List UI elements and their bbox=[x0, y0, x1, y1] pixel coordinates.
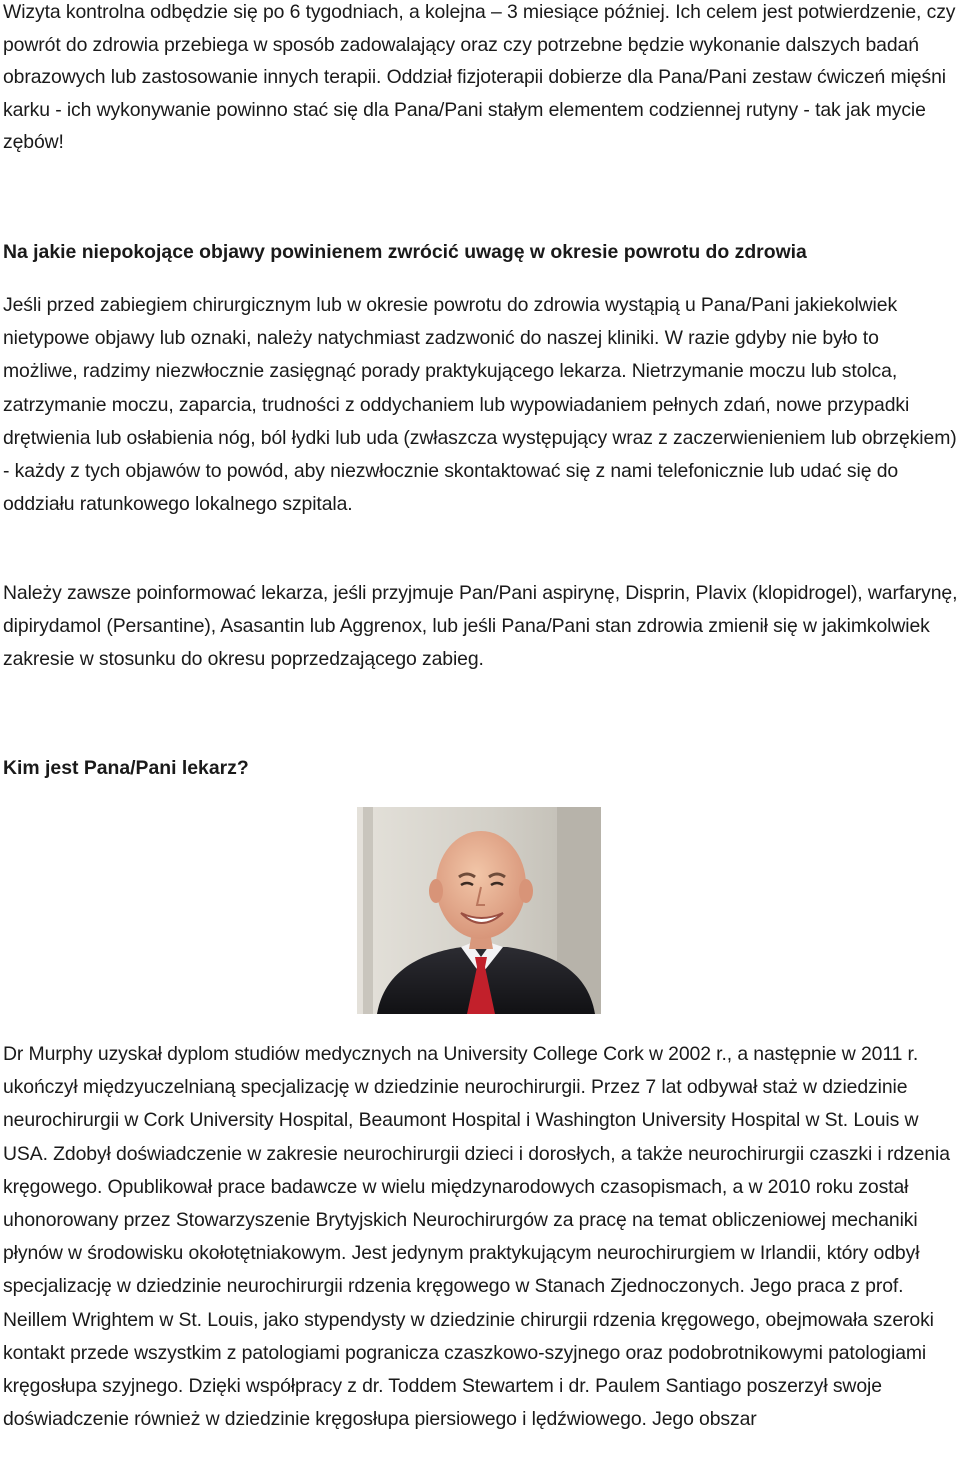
symptoms-paragraph: Jeśli przed zabiegiem chirurgicznym lub w okresie powrotu do zdrowia wystąpią u Pana/Pani jakiekolwiek nietypowe objawy lub oznaki, należy natychmiast zadzwonić do naszej kliniki. W razie gdyby nie było to możliwe, radzimy niezwłocznie zasięgnąć porady praktykującego lekarza. Nietrzymanie moczu lub stolca, zatrzymanie moczu, zaparcia, trudności z oddychaniem lub wypowiadaniem pełnych zdań, nowe przypadki drętwienia lub osłabienia nóg, ból łydki lub uda (zwłaszcza występujący wraz z zaczerwienieniem lub obrzękiem) - każdy z tych objawów to powód, aby niezwłocznie skontaktować się z nami telefonicznie lub udać się do oddziału ratunkowego lokalnego szpitala. bbox=[3, 294, 957, 516]
symptoms-heading: Na jakie niepokojące objawy powinienem zwrócić uwagę w okresie powrotu do zdrowia bbox=[3, 241, 807, 263]
doctor-portrait-photo bbox=[357, 807, 601, 1014]
doctor-bio-paragraph: Dr Murphy uzyskał dyplom studiów medycznych na University College Cork w 2002 r., a następnie w 2011 r. ukończył międzyuczelnianą specjalizację w dziedzinie neurochirurgii. Przez 7 lat odbywał staż w dziedzinie neurochirurgii w Cork University Hospital, Beaumont Hospital i Washington University Hospital w St. Louis w USA. Zdobył doświadczenie w zakresie neurochirurgii dzieci i dorosłych, a także neurochirurgii czaszki i rdzenia kręgowego. Opublikował prace badawcze w wielu międzynarodowych czasopismach, a w 2010 roku został uhonorowany przez Stowarzyszenie Brytyjskich Neurochirurgów za pracę na temat obliczeniowej mechaniki płynów w środowisku okołotętniakowym. Jest jedynym praktykującym neurochirurgiem w Irlandii, który odbył specjalizację w dziedzinie neurochirurgii rdzenia kręgowego w Stanach Zjednoczonych. Jego praca z prof. Neillem Wrightem w St. Louis, jako stypendysty w dziedzinie chirurgii rdzenia kręgowego, obejmowała szeroki kontakt przede wszystkim z patologiami pogranicza czaszkowo-szyjnego oraz podobrotnikowymi patologiami kręgosłupa szyjnego. Dzięki współpracy z dr. Toddem Stewartem i dr. Paulem Santiago poszerzył swoje doświadczenie również w dziedzinie kręgosłupa piersiowego i lędźwiowego. Jego obszar bbox=[3, 1043, 950, 1431]
intro-paragraph: Wizyta kontrolna odbędzie się po 6 tygodniach, a kolejna – 3 miesiące później. Ich celem jest potwierdzenie, czy powrót do zdrowia przebiega w sposób zadowalający oraz czy potrzebne będzie wykonanie dalszych badań obrazowych lub zastosowanie innych terapii. Oddział fizjoterapii dobierze dla Pana/Pani zestaw ćwiczeń mięśni karku - ich wykonywanie powinno stać się dla Pana/Pani stałym elementem codziennej rutyny - tak jak mycie zębów! bbox=[3, 1, 956, 153]
medications-paragraph: Należy zawsze poinformować lekarza, jeśli przyjmuje Pan/Pani aspirynę, Disprin, Plavix (klopidrogel), warfarynę, dipirydamol (Persantine), Asasantin lub Aggrenox, lub jeśli Pana/Pani stan zdrowia zmienił się w jakimkolwiek zakresie w stosunku do okresu poprzedzającego zabieg. bbox=[3, 582, 958, 671]
doctor-heading: Kim jest Pana/Pani lekarz? bbox=[3, 757, 249, 779]
